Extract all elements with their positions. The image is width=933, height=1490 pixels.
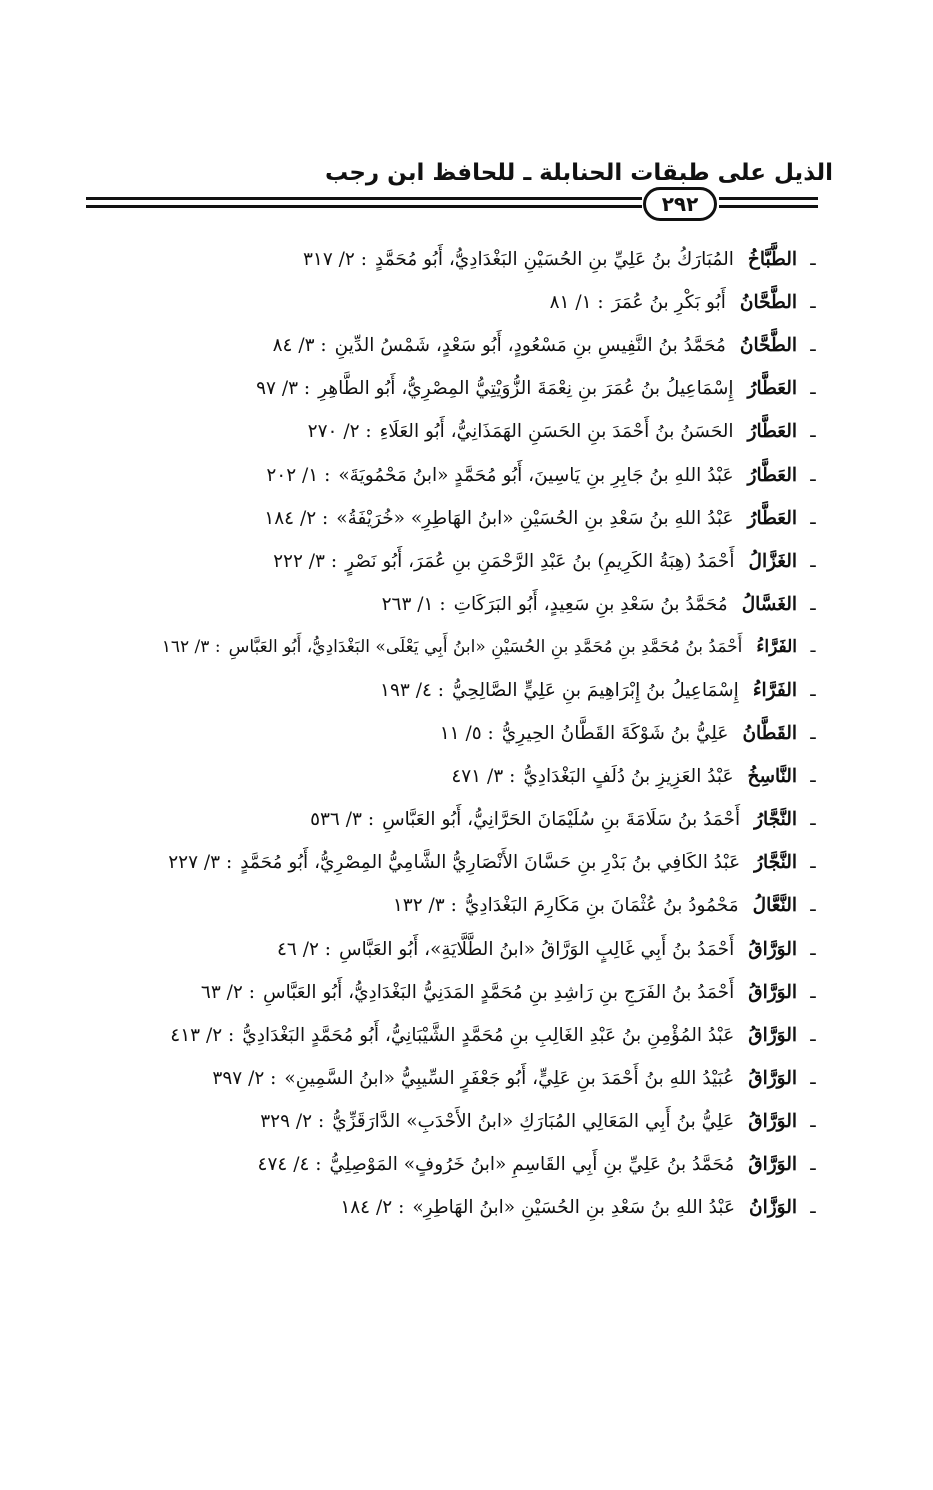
index-entry-list — [103, 238, 823, 1229]
index-entry — [103, 324, 823, 367]
entry-dash: ـ — [810, 679, 816, 701]
index-entry — [103, 798, 823, 841]
entry-occupation: العَطَّارُ — [747, 378, 797, 400]
entry-volume-page-ref: : ١/ ٨١ — [549, 292, 604, 314]
entry-person-name: عَلِيُّ بنُ شَوْكَةَ القَطَّانُ الحِيرِيُّ — [501, 723, 729, 745]
entry-volume-page-ref: : ٥/ ١١ — [439, 723, 494, 745]
entry-occupation: الوَرَّاقُ — [748, 1067, 797, 1089]
entry-volume-page-ref: : ٢/ ٤٦ — [276, 938, 331, 960]
entry-occupation: العَطَّارُ — [747, 464, 797, 486]
entry-volume-page-ref: : ٣/ ٥٣٦ — [310, 809, 375, 831]
entry-dash: ـ — [810, 249, 816, 271]
entry-dash: ـ — [810, 1067, 816, 1089]
entry-dash: ـ — [810, 335, 816, 357]
entry-occupation: الوَرَّاقُ — [748, 1154, 797, 1176]
entry-person-name: مُحَمَّدُ بنُ عَلِيِّ بنِ أَبِي القَاسِمِ «ابنُ خَرُوفٍ» المَوْصِلِيُّ — [329, 1154, 735, 1176]
entry-person-name: إِسْمَاعِيلُ بنُ عُمَرَ بنِ نِعْمَةَ الزُّوَيْتِيُّ المِصْرِيُّ، أَبُو الطَّاهِرِ — [318, 378, 734, 400]
entry-volume-page-ref: : ٢/ ٦٣ — [200, 981, 255, 1003]
index-entry — [103, 712, 823, 755]
index-entry — [103, 1014, 823, 1057]
index-entry — [103, 497, 823, 540]
entry-dash: ـ — [810, 378, 816, 400]
entry-dash: ـ — [810, 981, 816, 1003]
index-entry — [103, 367, 823, 410]
entry-occupation: الوَرَّاقُ — [748, 938, 797, 960]
entry-occupation: الفَرَّاءُ — [752, 679, 797, 701]
entry-volume-page-ref: : ٢/ ٢٧٠ — [307, 421, 372, 443]
entry-occupation: العَطَّارُ — [747, 421, 797, 443]
entry-volume-page-ref: : ٣/ ١٣٢ — [392, 895, 457, 917]
index-entry — [103, 540, 823, 583]
entry-occupation: النَّاسِخُ — [747, 766, 797, 788]
entry-dash: ـ — [810, 550, 816, 572]
entry-occupation: العَطَّارُ — [747, 507, 797, 529]
entry-person-name: عَلِيُّ بنُ أَبِي المَعَالِي المُبَارَكِ «ابنُ الأَحْدَبِ» الدَّارَقَزِّيُّ — [332, 1110, 735, 1132]
entry-occupation: الوَرَّاقُ — [748, 1110, 797, 1132]
entry-occupation: النَّعَّالُ — [752, 895, 797, 917]
index-entry — [103, 583, 823, 626]
index-entry — [103, 1100, 823, 1143]
entry-dash: ـ — [810, 421, 816, 443]
entry-dash: ـ — [810, 766, 816, 788]
entry-person-name: عَبْدُ العَزِيزِ بنُ دُلَفٍ البَغْدَادِيُّ — [523, 766, 734, 788]
entry-volume-page-ref: : ٣/ ٢٢٢ — [273, 550, 338, 572]
entry-occupation: الغَزَّالُ — [748, 550, 797, 572]
entry-dash: ـ — [810, 938, 816, 960]
entry-volume-page-ref: : ٣/ ٤٧١ — [451, 766, 516, 788]
entry-occupation: الطَّبَّاخُ — [747, 249, 797, 271]
entry-dash: ـ — [810, 852, 816, 874]
header-rule-left-bottom — [86, 205, 642, 208]
entry-dash: ـ — [810, 507, 816, 529]
entry-dash: ـ — [810, 593, 816, 615]
entry-occupation: الوَرَّاقُ — [748, 1024, 797, 1046]
entry-dash: ـ — [810, 809, 816, 831]
index-entry — [103, 453, 823, 496]
entry-person-name: عَبْدُ اللهِ بنُ سَعْدِ بنِ الحُسَيْنِ «ابنُ الهَاطِرِ» «خُرَيْفَةُ» — [336, 507, 734, 529]
header-rule-right-top — [719, 197, 818, 200]
entry-dash: ـ — [810, 1110, 816, 1132]
index-entry — [103, 669, 823, 712]
entry-dash: ـ — [810, 1197, 816, 1219]
entry-person-name: عَبْدُ المُؤْمِنِ بنُ عَبْدِ الغَالِبِ بنِ مُحَمَّدٍ الشَّيْبَانِيُّ، أَبُو مُحَمَّدٍ البَغْدَادِيُّ — [242, 1024, 735, 1046]
entry-person-name: أَبُو بَكْرِ بنُ عُمَرَ — [611, 292, 726, 314]
entry-person-name: الحَسَنُ بنُ أَحْمَدَ بنِ الحَسَنِ الهَمَذَانِيُّ، أَبُو العَلَاءِ — [379, 421, 734, 443]
index-entry — [103, 755, 823, 798]
index-entry — [103, 928, 823, 971]
index-entry — [103, 238, 823, 281]
entry-dash: ـ — [810, 637, 816, 658]
entry-person-name: أَحْمَدُ بنُ سَلَامَةَ بنِ سُلَيْمَانَ الحَرَّانِيُّ، أَبُو العَبَّاسِ — [382, 809, 741, 831]
entry-volume-page-ref: : ٢/ ٣٢٩ — [260, 1110, 325, 1132]
entry-volume-page-ref: : ٤/ ١٩٣ — [380, 679, 445, 701]
entry-volume-page-ref: : ٢/ ١٨٤ — [264, 507, 329, 529]
index-entry — [103, 884, 823, 927]
entry-volume-page-ref: : ٣/ ٢٢٧ — [168, 852, 233, 874]
entry-occupation: الطَّحَّانُ — [739, 335, 797, 357]
index-entry — [103, 841, 823, 884]
entry-volume-page-ref: : ٢/ ٣١٧ — [302, 249, 367, 271]
entry-occupation: الوَرَّاقُ — [748, 981, 797, 1003]
entry-occupation: الوَزَّانُ — [749, 1197, 797, 1219]
entry-occupation: النَّجَّارُ — [754, 852, 797, 874]
entry-person-name: مُحَمَّدُ بنُ سَعْدِ بنِ سَعِيدٍ، أَبُو البَرَكَاتِ — [453, 593, 728, 615]
entry-occupation: النَّجَّارُ — [754, 809, 797, 831]
entry-person-name: عُبَيْدُ اللهِ بنُ أَحْمَدَ بنِ عَلِيٍّ، أَبُو جَعْفَرٍ السِّيبِيُّ «ابنُ السَّمِينِ» — [284, 1067, 735, 1089]
running-header-title: الذيل على طبقات الحنابلة ـ للحافظ ابن رجب — [324, 160, 833, 186]
entry-dash: ـ — [810, 1024, 816, 1046]
page-number-badge: ٢٩٢ — [643, 187, 717, 221]
entry-person-name: عَبْدُ الكَافِي بنُ بَدْرِ بنِ حَسَّانَ الأَنْصَارِيُّ الشَّامِيُّ المِصْرِيُّ، أَبُو مُحَمَّدٍ — [240, 852, 741, 874]
entry-occupation: القَطَّانُ — [742, 723, 797, 745]
header-rule-right-bottom — [719, 205, 818, 208]
index-entry — [103, 971, 823, 1014]
entry-volume-page-ref: : ٣/ ٩٧ — [256, 378, 311, 400]
entry-dash: ـ — [810, 292, 816, 314]
index-entry — [103, 1057, 823, 1100]
entry-volume-page-ref: : ٢/ ٣٩٧ — [212, 1067, 277, 1089]
entry-volume-page-ref: : ٣/ ١٦٢ — [161, 637, 221, 658]
entry-volume-page-ref: : ١/ ٢٠٢ — [266, 464, 331, 486]
index-entry — [103, 1186, 823, 1229]
entry-volume-page-ref: : ٢/ ١٨٤ — [340, 1197, 405, 1219]
entry-dash: ـ — [810, 1154, 816, 1176]
entry-person-name: مُحَمَّدُ بنُ النَّفِيسِ بنِ مَسْعُودٍ، أَبُو سَعْدٍ، شَمْسُ الدِّينِ — [334, 335, 726, 357]
entry-person-name: عَبْدُ اللهِ بنُ سَعْدِ بنِ الحُسَيْنِ «ابنُ الهَاطِرِ» — [412, 1197, 735, 1219]
entry-volume-page-ref: : ١/ ٢٦٣ — [381, 593, 446, 615]
entry-person-name: مَحْمُودُ بنُ عُثْمَانَ بنِ مَكَارِمَ البَغْدَادِيُّ — [464, 895, 739, 917]
index-entry — [103, 410, 823, 453]
entry-person-name: أَحْمَدُ بنُ أَبِي غَالِبٍ الوَرَّاقُ «ابنُ الطَّلَّايَةِ»، أَبُو العَبَّاسِ — [339, 938, 735, 960]
entry-person-name: إِسْمَاعِيلُ بنُ إِبْرَاهِيمَ بنِ عَلِيٍّ الصَّالِحِيُّ — [452, 679, 739, 701]
entry-dash: ـ — [810, 723, 816, 745]
entry-person-name: المُبَارَكُ بنُ عَلِيِّ بنِ الحُسَيْنِ البَغْدَادِيُّ، أَبُو مُحَمَّدٍ — [374, 249, 734, 271]
entry-person-name: عَبْدُ اللهِ بنُ جَابِرِ بنِ يَاسِينَ، أَبُو مُحَمَّدٍ «ابنُ مَحْمُويَةَ» — [338, 464, 734, 486]
entry-volume-page-ref: : ٤/ ٤٧٤ — [257, 1154, 322, 1176]
index-entry — [103, 626, 823, 669]
entry-volume-page-ref: : ٣/ ٨٤ — [272, 335, 327, 357]
index-entry — [103, 281, 823, 324]
entry-person-name: أَحْمَدُ بنُ مُحَمَّدِ بنِ مُحَمَّدِ بنِ الحُسَيْنِ «ابنُ أَبِي يَعْلَى» البَغْدَادِيُّ، أَبُو العَبَّاسِ — [228, 637, 743, 658]
entry-occupation: الطَّحَّانُ — [739, 292, 797, 314]
entry-occupation: الفَرَّاءُ — [756, 637, 797, 658]
header-rule-left-top — [86, 197, 642, 200]
entry-dash: ـ — [810, 895, 816, 917]
entry-occupation: الغَسَّالُ — [741, 593, 797, 615]
index-entry — [103, 1143, 823, 1186]
entry-person-name: أَحْمَدُ بنُ الفَرَجِ بنِ رَاشِدِ بنِ مُحَمَّدٍ المَدَنِيُّ البَغْدَادِيُّ، أَبُو العَبَّاسِ — [262, 981, 735, 1003]
entry-volume-page-ref: : ٢/ ٤١٣ — [170, 1024, 235, 1046]
entry-dash: ـ — [810, 464, 816, 486]
entry-person-name: أَحْمَدُ (هِبَةُ الكَرِيمِ) بنُ عَبْدِ الرَّحْمَنِ بنِ عُمَرَ، أَبُو نَصْرٍ — [345, 550, 735, 572]
